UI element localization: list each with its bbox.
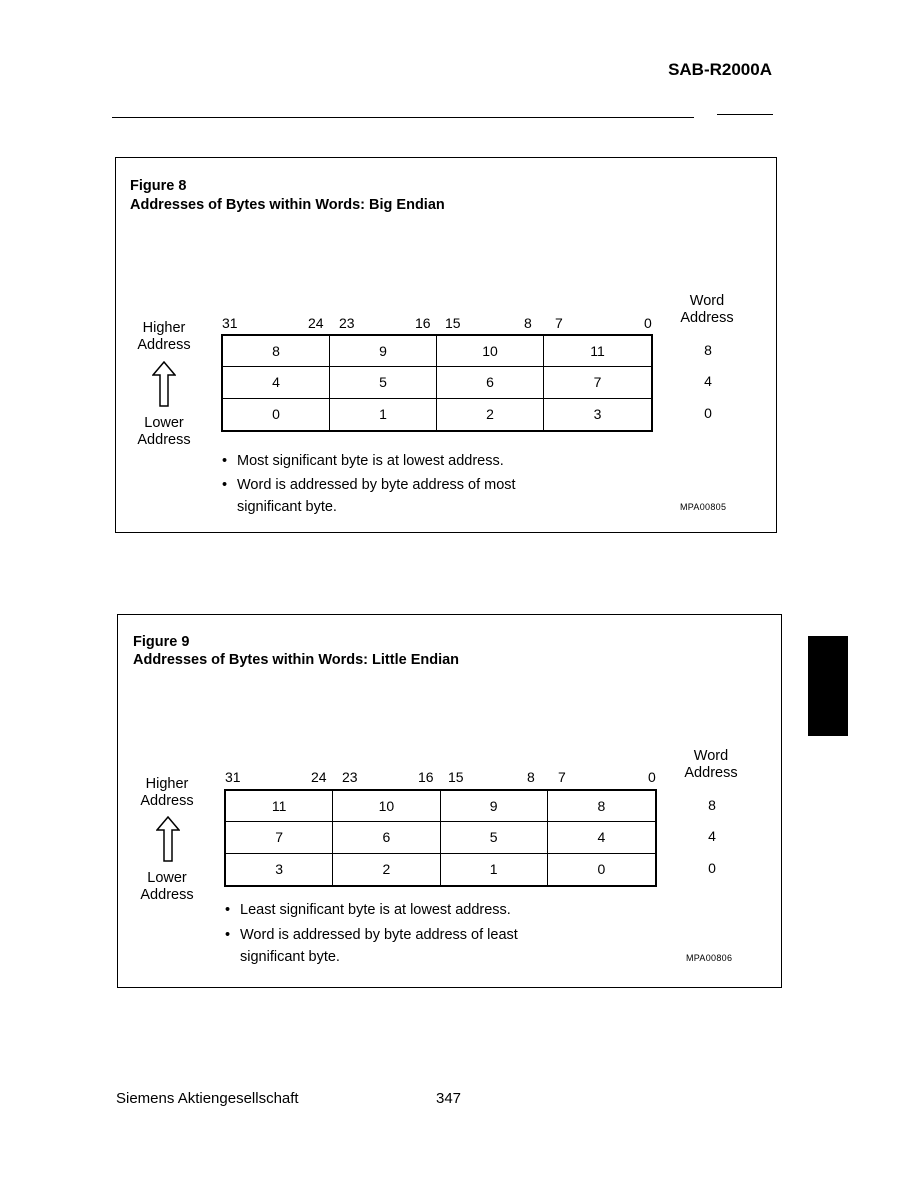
table-cell: 0 — [223, 399, 330, 430]
bullet-item: • Most significant byte is at lowest address. — [222, 450, 504, 472]
bit-label-0: 0 — [644, 315, 652, 331]
bit-label-23: 23 — [342, 769, 358, 785]
figure-8-word-address-label: Word Address — [680, 293, 734, 326]
bit-label-7: 7 — [558, 769, 566, 785]
bit-label-31: 31 — [225, 769, 241, 785]
bullet-dot-icon: • — [222, 477, 228, 493]
table-cell: 5 — [441, 822, 548, 853]
up-arrow-icon — [156, 816, 180, 862]
table-cell: 11 — [226, 791, 333, 822]
word-address-value: 0 — [704, 405, 712, 421]
bit-label-24: 24 — [308, 315, 324, 331]
table-cell: 6 — [333, 822, 440, 853]
bullet-continuation: significant byte. — [237, 499, 337, 515]
figure-8-label: Figure 8 — [130, 178, 187, 194]
bit-label-15: 15 — [448, 769, 464, 785]
word-address-value: 8 — [704, 342, 712, 358]
header-rule-short — [717, 114, 773, 115]
figure-8-byte-table — [221, 334, 653, 432]
table-cell: 6 — [437, 367, 544, 398]
table-cell: 11 — [544, 336, 651, 367]
table-cell: 2 — [437, 399, 544, 430]
footer-page-number: 347 — [436, 1090, 462, 1107]
table-cell: 1 — [330, 399, 437, 430]
table-cell: 10 — [437, 336, 544, 367]
up-arrow-icon — [152, 361, 176, 407]
document-title: SAB-R2000A — [668, 60, 772, 79]
figure-9-reference: MPA00806 — [686, 953, 733, 963]
table-cell: 3 — [593, 406, 602, 423]
table-cell: 4 — [223, 367, 330, 398]
bullet-dot-icon: • — [225, 902, 231, 918]
table-cell: 5 — [330, 367, 437, 398]
bit-label-16: 16 — [415, 315, 431, 331]
figure-9-label: Figure 9 — [133, 634, 190, 650]
figure-9-byte-table — [224, 789, 657, 887]
table-cell: 0 — [597, 861, 606, 878]
word-address-value: 4 — [708, 828, 716, 844]
word-address-value: 4 — [704, 373, 712, 389]
table-cell: 8 — [223, 336, 330, 367]
bit-label-31: 31 — [222, 315, 238, 331]
bit-label-24: 24 — [311, 769, 327, 785]
bit-label-8: 8 — [527, 769, 535, 785]
bullet-item: • Word is addressed by byte address of least — [225, 924, 518, 946]
figure-9-word-address-label: Word Address — [684, 748, 738, 781]
bit-label-23: 23 — [339, 315, 355, 331]
bullet-dot-icon: • — [225, 927, 231, 943]
figure-8-reference: MPA00805 — [680, 502, 727, 512]
table-cell: 3 — [226, 854, 333, 885]
table-cell: 10 — [333, 791, 440, 822]
bit-label-16: 16 — [418, 769, 434, 785]
section-tab-marker — [808, 636, 848, 736]
figure-9-higher-address-label: Higher Address — [140, 776, 194, 809]
word-address-value: 8 — [708, 797, 716, 813]
table-cell: 8 — [548, 791, 655, 822]
figure-8-caption: Addresses of Bytes within Words: Big Endian — [130, 197, 445, 213]
bit-label-15: 15 — [445, 315, 461, 331]
bit-label-0: 0 — [648, 769, 656, 785]
table-cell: 4 — [548, 822, 655, 853]
table-cell: 9 — [330, 336, 437, 367]
figure-9-caption: Addresses of Bytes within Words: Little Endian — [133, 652, 460, 668]
figure-8-lower-address-label: Lower Address — [137, 415, 191, 448]
table-cell: 7 — [544, 367, 651, 398]
table-cell: 2 — [333, 854, 440, 885]
bullet-dot-icon: • — [222, 453, 228, 469]
bullet-continuation: significant byte. — [240, 949, 340, 965]
table-cell: 1 — [441, 854, 548, 885]
figure-9-lower-address-label: Lower Address — [140, 870, 194, 903]
table-cell: 7 — [226, 822, 333, 853]
table-cell: 9 — [441, 791, 548, 822]
bullet-item: • Least significant byte is at lowest address. — [225, 899, 511, 921]
header-rule — [112, 117, 694, 118]
word-address-value: 0 — [708, 860, 716, 876]
figure-8-higher-address-label: Higher Address — [137, 320, 191, 353]
bit-label-7: 7 — [555, 315, 563, 331]
bit-label-8: 8 — [524, 315, 532, 331]
bullet-item: • Word is addressed by byte address of most — [222, 474, 516, 496]
footer-company: Siemens Aktiengesellschaft — [116, 1090, 299, 1107]
